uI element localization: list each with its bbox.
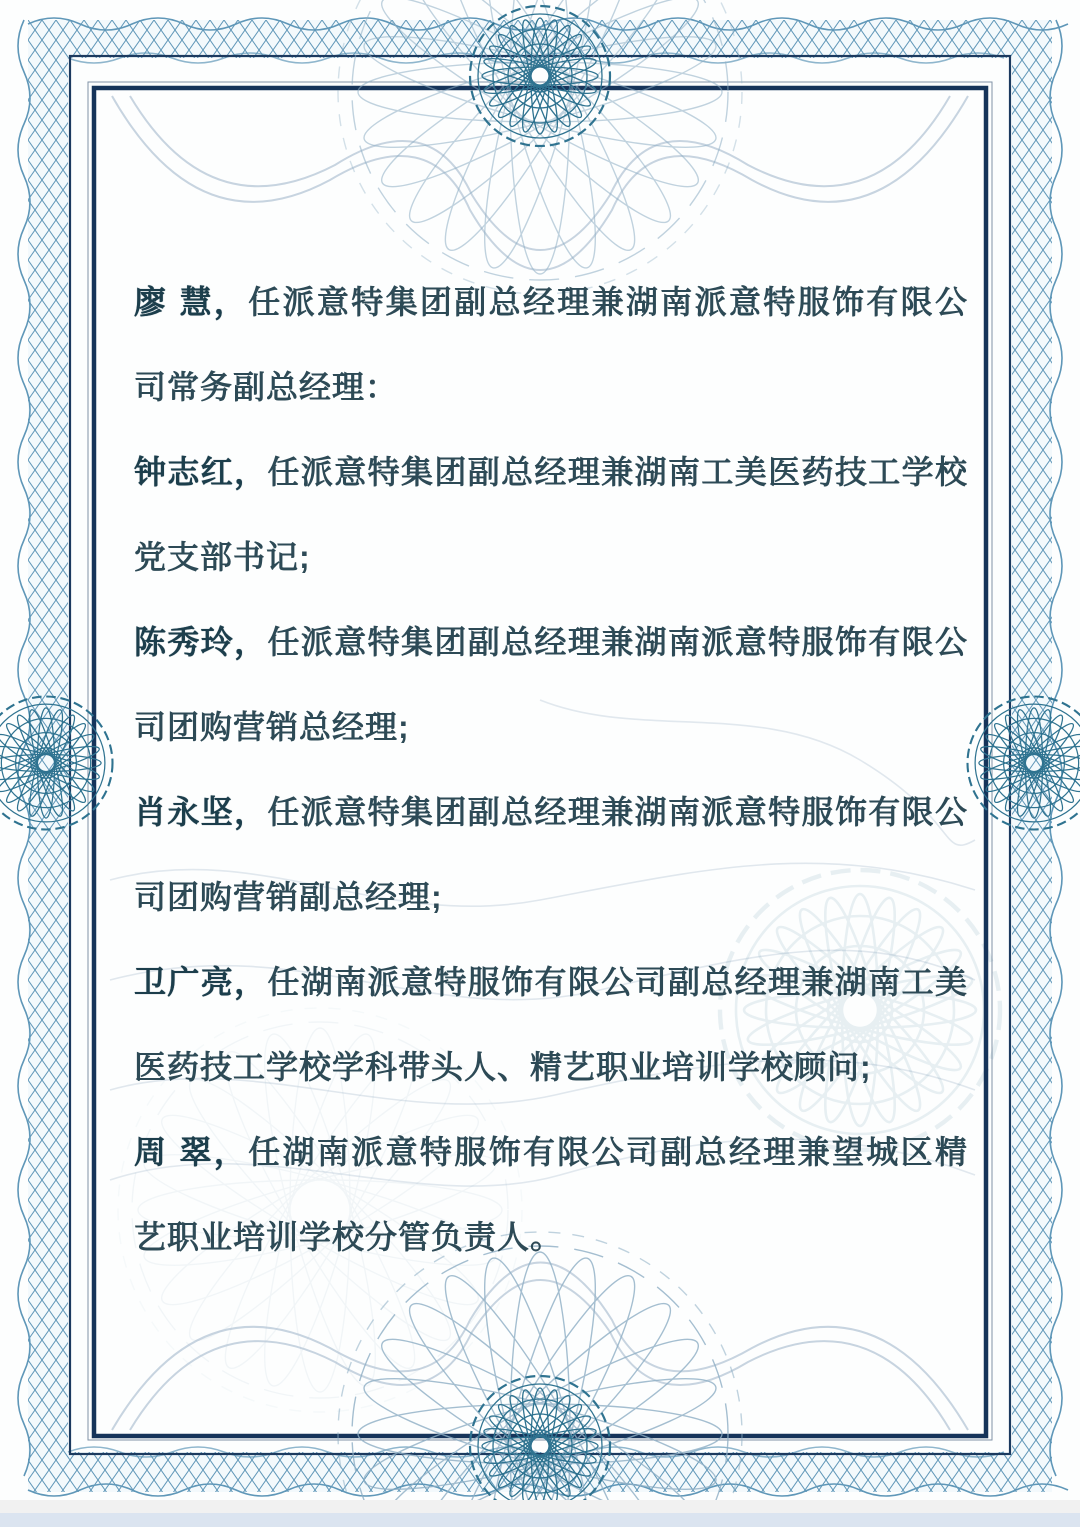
- appointment-detail: 任派意特集团副总经理兼湖南派意特服饰有限公司常务副总经理：: [134, 284, 968, 405]
- appointment-text-block: [134, 260, 968, 1280]
- appointment-item: [134, 260, 968, 430]
- appointment-item: [134, 770, 968, 940]
- bottom-blue-strip: [0, 1513, 1080, 1527]
- appointment-item: [134, 600, 968, 770]
- appointment-item: [134, 1110, 968, 1280]
- person-name: 廖 慧，: [134, 284, 249, 320]
- person-name: 陈秀玲，: [134, 624, 268, 660]
- appointment-item: [134, 430, 968, 600]
- person-name: 卫广亮，: [134, 964, 268, 1000]
- person-name: 钟志红，: [134, 454, 268, 490]
- appointment-detail: 任派意特集团副总经理兼湖南工美医药技工学校党支部书记;: [134, 454, 968, 575]
- appointment-detail: 任湖南派意特服饰有限公司副总经理兼湖南工美医药技工学校学科带头人、精艺职业培训学校顾问;: [134, 964, 968, 1085]
- appointment-detail: 任派意特集团副总经理兼湖南派意特服饰有限公司团购营销总经理;: [134, 624, 968, 745]
- appointment-item: [134, 940, 968, 1110]
- person-name: 周 翠，: [134, 1134, 249, 1170]
- person-name: 肖永坚，: [134, 794, 268, 830]
- appointment-detail: 任湖南派意特服饰有限公司副总经理兼望城区精艺职业培训学校分管负责人。: [134, 1134, 968, 1255]
- bottom-gray-strip: [0, 1500, 1080, 1513]
- appointment-detail: 任派意特集团副总经理兼湖南派意特服饰有限公司团购营销副总经理;: [134, 794, 968, 915]
